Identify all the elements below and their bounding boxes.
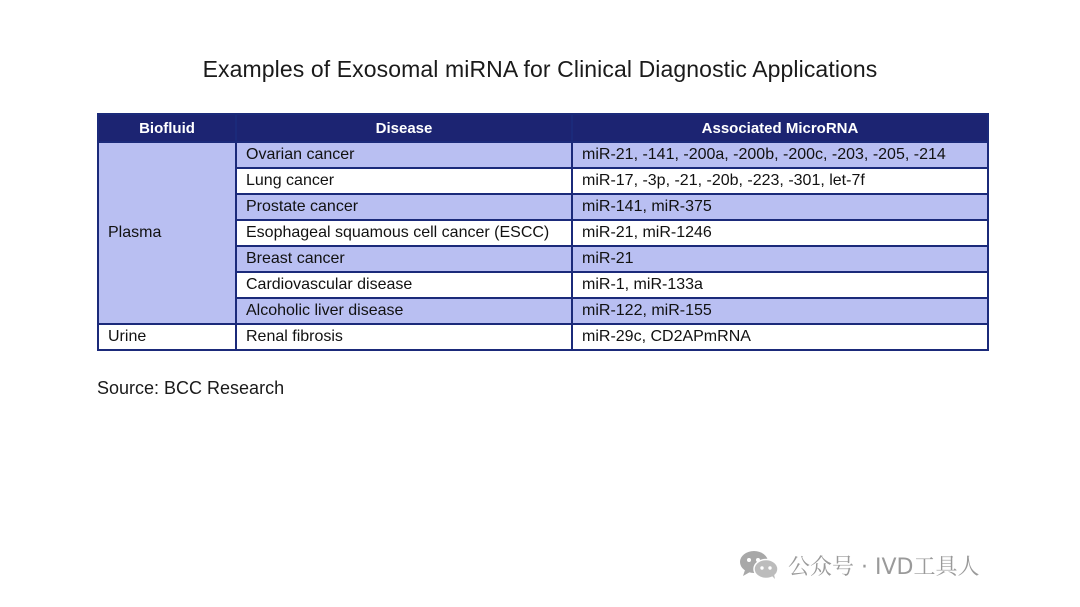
table-header-row (98, 114, 988, 142)
mirna-cell: miR-21 (572, 246, 988, 272)
header-associated-microrna: Associated MicroRNA (572, 114, 988, 142)
page-title: Examples of Exosomal miRNA for Clinical Diagnostic Applications (202, 56, 878, 82)
mirna-cell: miR-21, miR-1246 (572, 220, 988, 246)
header-disease: Disease (236, 114, 572, 142)
disease-cell: Esophageal squamous cell cancer (ESCC) (236, 220, 572, 246)
disease-cell: Cardiovascular disease (236, 272, 572, 298)
biofluid-cell: Plasma (98, 142, 236, 324)
mirna-cell: miR-122, miR-155 (572, 298, 988, 324)
disease-cell: Lung cancer (236, 168, 572, 194)
table-row (98, 142, 988, 168)
watermark (738, 550, 979, 580)
mirna-cell: miR-21, -141, -200a, -200b, -200c, -203, -205, -214 (572, 142, 988, 168)
mirna-cell: miR-1, miR-133a (572, 272, 988, 298)
disease-cell: Prostate cancer (236, 194, 572, 220)
disease-cell: Breast cancer (236, 246, 572, 272)
mirna-cell: miR-141, miR-375 (572, 194, 988, 220)
wechat-icon (738, 550, 780, 580)
biofluid-cell: Urine (98, 324, 236, 350)
source-note: Source: BCC Research (97, 378, 285, 398)
disease-cell: Ovarian cancer (236, 142, 572, 168)
watermark-text: 公众号 · IVD工具人 (788, 554, 980, 580)
mirna-cell: miR-17, -3p, -21, -20b, -223, -301, let-7f (572, 168, 988, 194)
table-row (98, 324, 988, 350)
disease-cell: Alcoholic liver disease (236, 298, 572, 324)
mirna-cell: miR-29c, CD2APmRNA (572, 324, 988, 350)
header-biofluid: Biofluid (98, 114, 236, 142)
disease-cell: Renal fibrosis (236, 324, 572, 350)
mirna-table (97, 113, 989, 351)
